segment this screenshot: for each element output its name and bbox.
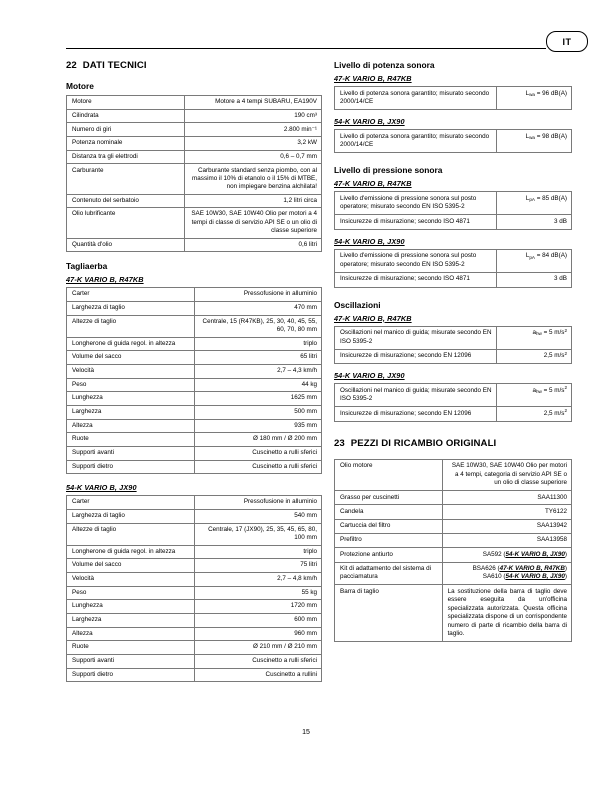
table-row (67, 654, 322, 668)
table-row (67, 137, 322, 151)
uncertainty-exponent: 2 (564, 408, 567, 414)
value: = 5 m/s (543, 329, 565, 337)
table-row (335, 87, 572, 110)
spec-value: triplo (194, 545, 322, 559)
table-row (335, 215, 572, 230)
kit-pacciamatura-value: BSA626 (47-K VARIO B, R47KB) SA610 (54-K VARIO B, JX90) (442, 562, 571, 585)
sound-pressure-47-value (497, 192, 572, 215)
table-row (67, 96, 322, 110)
value-exponent: 2 (564, 327, 567, 333)
symbol-subscript: hw (535, 389, 542, 395)
spec-value: 1625 mm (194, 392, 322, 406)
part-number-2: SA610 (482, 573, 502, 581)
part-value: SAA13942 (442, 519, 571, 533)
spec-value: triplo (194, 337, 322, 351)
symbol: L (525, 194, 530, 202)
spec-key: Olio lubrificante (67, 208, 185, 238)
vibration-47-uncertainty-value (497, 349, 572, 364)
table-row (335, 407, 572, 422)
sound-pressure-47-table (334, 191, 572, 230)
value: = 98 dB(A) (536, 132, 567, 140)
spec-value: 0,6 – 0,7 mm (185, 150, 322, 164)
table-row (67, 523, 322, 545)
table-row (335, 491, 572, 505)
model-heading-47k-mower: 47-K VARIO B, R47KB (66, 275, 144, 285)
spec-key: Volume del sacco (67, 559, 195, 573)
group-heading-motore: Motore (66, 81, 94, 91)
table-row (67, 545, 322, 559)
uncertainty-number: 2,5 m/s (543, 352, 565, 360)
header-divider (66, 48, 546, 49)
spec-key: Larghezza di taglio (67, 301, 195, 315)
part-value: SAE 10W30, SAE 10W40 Olio per motori a 4 tempi, categoria di servizio API SE o un olio di classe superiore (442, 459, 571, 490)
spec-key: Supporti dietro (67, 460, 195, 474)
model-heading-47k-oscillazioni: 47-K VARIO B, R47KB (334, 313, 412, 323)
table-row (67, 301, 322, 315)
spec-value: SAE 10W30, SAE 10W40 Olio per motori a 4 tempi di classe di servizio API SE o un olio di classe superiore (185, 208, 322, 238)
symbol: L (525, 89, 530, 97)
symbol-subscript: pA (529, 197, 535, 203)
table-row (335, 130, 572, 153)
spec-value: 55 kg (194, 586, 322, 600)
value: = 85 dB(A) (536, 194, 567, 202)
sound-power-54-description: Livello di potenza sonora garantito; misurato secondo 2000/14/CE (335, 130, 497, 153)
table-row (67, 364, 322, 378)
spare-parts-table (334, 459, 572, 642)
vibration-54-table (334, 383, 572, 422)
table-row (67, 315, 322, 337)
spec-value: Pressofusione in alluminio (194, 288, 322, 302)
group-heading-potenza-sonora: Livello di potenza sonora (334, 60, 435, 70)
sound-power-47-table (334, 86, 572, 110)
part-key: Prefiltro (335, 534, 443, 548)
part-model-2: 54-K VARIO B, JX90 (505, 573, 565, 581)
spec-value: Cuscinetto a rullini (194, 668, 322, 682)
spec-value: Pressofusione in alluminio (194, 496, 322, 510)
spec-value: 600 mm (194, 613, 322, 627)
table-row (67, 586, 322, 600)
table-row (67, 150, 322, 164)
table-row (335, 192, 572, 215)
section-heading-dati-tecnici (66, 60, 322, 71)
table-row (335, 519, 572, 533)
table-row (67, 433, 322, 447)
part-value: SAA11300 (442, 491, 571, 505)
spec-value: 2,7 – 4,8 km/h (194, 572, 322, 586)
mower-47-spec-body (67, 288, 322, 474)
spec-key: Ruote (67, 641, 195, 655)
table-row (67, 337, 322, 351)
part-value: SAA13958 (442, 534, 571, 548)
table-row (335, 562, 572, 585)
spec-value: 500 mm (194, 405, 322, 419)
model-heading-54k-oscillazioni: 54-K VARIO B, JX90 (334, 371, 405, 381)
sound-pressure-54-uncertainty-label: Insicurezze di misurazione; secondo ISO 4871 (335, 272, 497, 287)
spec-value: Ø 180 mm / Ø 200 mm (194, 433, 322, 447)
vibration-47-uncertainty-label: Insicurezze di misurazione; secondo EN 12096 (335, 349, 497, 364)
group-heading-oscillazioni: Oscillazioni (334, 299, 381, 310)
spec-value: 1,2 litri circa (185, 194, 322, 208)
vibration-47-value (497, 326, 572, 349)
symbol-subscript: wa (529, 91, 535, 97)
spec-key: Ruote (67, 433, 195, 447)
table-row (335, 459, 572, 490)
table-row (67, 496, 322, 510)
spec-key: Quantità d'olio (67, 238, 185, 252)
table-row (67, 378, 322, 392)
spec-key: Longherone di guida regol. in altezza (67, 337, 195, 351)
table-row (67, 446, 322, 460)
table-row (335, 384, 572, 407)
uncertainty-number: 2,5 m/s (543, 409, 565, 417)
mower-47-spec-table (66, 287, 322, 474)
vibration-54-value (497, 384, 572, 407)
model-heading-54k-mower: 54-K VARIO B, JX90 (66, 483, 137, 493)
value: = 96 dB(A) (536, 89, 567, 97)
sound-power-54-table (334, 129, 572, 153)
spec-value: 75 litri (194, 559, 322, 573)
table-row (67, 288, 322, 302)
spec-value: Centrale, 17 (JX90), 25, 35, 45, 65, 80, 100 mm (194, 523, 322, 545)
right-column (334, 60, 572, 642)
barra-di-taglio-key: Barra di taglio (335, 585, 443, 642)
sound-power-54-value (497, 130, 572, 153)
spec-key: Longherone di guida regol. in altezza (67, 545, 195, 559)
spec-key: Larghezza di taglio (67, 509, 195, 523)
sound-pressure-54-uncertainty-value: 3 dB (497, 272, 572, 287)
table-row (67, 164, 322, 194)
section-number: 22 (66, 60, 77, 71)
symbol: a (532, 329, 536, 337)
spec-key: Larghezza (67, 405, 195, 419)
part-number: SA592 (482, 550, 502, 558)
sound-pressure-47-description: Livello d'emissione di pressione sonora sul posto operatore; misurato secondo EN ISO 5395-2 (335, 192, 497, 215)
spec-value: 2.800 min⁻¹ (185, 123, 322, 137)
spec-key: Supporti avanti (67, 446, 195, 460)
spec-value: 3,2 kW (185, 137, 322, 151)
vibration-54-description: Oscillazioni nel manico di guida; misurate secondo EN ISO 5395-2 (335, 384, 497, 407)
table-row (67, 668, 322, 682)
symbol-subscript: wa (529, 135, 535, 141)
spec-value: Centrale, 15 (R47KB), 25, 30, 40, 45, 55, 60, 70, 80 mm (194, 315, 322, 337)
table-row (335, 249, 572, 272)
engine-spec-body (67, 96, 322, 252)
sound-pressure-54-table (334, 249, 572, 288)
sound-pressure-47-uncertainty-value: 3 dB (497, 215, 572, 230)
value: = 5 m/s (543, 386, 565, 394)
value: = 84 dB(A) (536, 252, 567, 260)
table-row (67, 641, 322, 655)
model-heading-47k-pressione: 47-K VARIO B, R47KB (334, 179, 412, 189)
symbol: L (525, 132, 530, 140)
mower-54-spec-table (66, 495, 322, 682)
spec-key: Altezza (67, 627, 195, 641)
table-row (67, 351, 322, 365)
spec-value: 190 cm³ (185, 109, 322, 123)
spec-key: Peso (67, 586, 195, 600)
table-row (67, 419, 322, 433)
section-title-text: PEZZI DI RICAMBIO ORIGINALI (350, 437, 497, 449)
spec-key: Supporti dietro (67, 668, 195, 682)
group-heading-tagliaerba: Tagliaerba (66, 261, 108, 272)
part-key: Grasso per cuscinetti (335, 491, 443, 505)
part-key: Cartuccia del filtro (335, 519, 443, 533)
spec-key: Carter (67, 496, 195, 510)
table-row (335, 326, 572, 349)
part-model: 54-K VARIO B, JX90 (505, 550, 565, 558)
left-column (66, 60, 322, 691)
spec-key: Supporti avanti (67, 654, 195, 668)
section-title-text: DATI TECNICI (82, 60, 147, 71)
spec-key: Potenza nominale (67, 137, 185, 151)
spec-key: Distanza tra gli elettrodi (67, 150, 185, 164)
model-heading-54k-pressione: 54-K VARIO B, JX90 (334, 236, 405, 246)
spec-key: Volume del sacco (67, 351, 195, 365)
mower-54-spec-body (67, 496, 322, 682)
sound-pressure-54-value (497, 249, 572, 272)
part-key: Candela (335, 505, 443, 519)
vibration-47-table (334, 326, 572, 365)
table-row (67, 208, 322, 238)
spec-value: Cuscinetto a rulli sferici (194, 654, 322, 668)
value-exponent: 2 (564, 385, 567, 391)
spec-key: Lunghezza (67, 392, 195, 406)
table-row (335, 505, 572, 519)
spec-key: Velocità (67, 364, 195, 378)
uncertainty-exponent: 2 (564, 350, 567, 356)
table-row (67, 405, 322, 419)
spare-parts-body (335, 459, 572, 641)
vibration-54-uncertainty-label: Insicurezze di misurazione; secondo EN 12096 (335, 407, 497, 422)
spec-key: Lunghezza (67, 600, 195, 614)
table-row (67, 613, 322, 627)
language-badge-label: IT (562, 36, 572, 47)
language-badge (546, 31, 588, 52)
spec-value: 1720 mm (194, 600, 322, 614)
protezione-antiurto-key: Protezione antiurto (335, 548, 443, 562)
symbol: a (532, 386, 536, 394)
kit-pacciamatura-key: Kit di adattamento del sistema di pacciamatura (335, 562, 443, 585)
spec-value: 935 mm (194, 419, 322, 433)
protezione-antiurto-value: SA592 (54-K VARIO B, JX90) (442, 548, 571, 562)
spec-key: Altezza (67, 419, 195, 433)
part-value: TY6122 (442, 505, 571, 519)
model-heading-54k-potenza: 54-K VARIO B, JX90 (334, 117, 405, 127)
spec-value: Ø 210 mm / Ø 210 mm (194, 641, 322, 655)
spec-key: Altezze di taglio (67, 315, 195, 337)
sound-pressure-54-description: Livello d'emissione di pressione sonora sul posto operatore; misurato secondo EN ISO 5395-2 (335, 249, 497, 272)
table-row (335, 272, 572, 287)
table-row (67, 109, 322, 123)
table-row (67, 194, 322, 208)
spec-key: Altezze di taglio (67, 523, 195, 545)
part-number-1: BSA626 (472, 564, 496, 572)
spec-value: Motore a 4 tempi SUBARU, EA190V (185, 96, 322, 110)
table-row (67, 123, 322, 137)
spec-key: Larghezza (67, 613, 195, 627)
spec-key: Motore (67, 96, 185, 110)
table-row (67, 460, 322, 474)
spec-key: Peso (67, 378, 195, 392)
table-row (67, 509, 322, 523)
sound-power-47-description: Livello di potenza sonora garantito; misurato secondo 2000/14/CE (335, 87, 497, 110)
sound-power-47-value (497, 87, 572, 110)
spec-value: 960 mm (194, 627, 322, 641)
engine-spec-table (66, 95, 322, 252)
table-row (335, 349, 572, 364)
symbol-subscript: hw (535, 331, 542, 337)
spec-value: Cuscinetto a rulli sferici (194, 446, 322, 460)
table-row (67, 572, 322, 586)
vibration-54-uncertainty-value (497, 407, 572, 422)
section-heading-pezzi-ricambio (334, 438, 572, 449)
spec-key: Carter (67, 288, 195, 302)
spec-value: 44 kg (194, 378, 322, 392)
table-row (67, 238, 322, 252)
spec-key: Numero di giri (67, 123, 185, 137)
spec-key: Carburante (67, 164, 185, 194)
spec-value: Cuscinetto a rulli sferici (194, 460, 322, 474)
spec-key: Velocità (67, 572, 195, 586)
section-number: 23 (334, 437, 345, 449)
sound-pressure-47-uncertainty-label: Insicurezze di misurazione; secondo ISO 4871 (335, 215, 497, 230)
spec-key: Contenuto del serbatoio (67, 194, 185, 208)
table-row (335, 548, 572, 562)
table-row (67, 627, 322, 641)
spec-value: 540 mm (194, 509, 322, 523)
spec-value: 65 litri (194, 351, 322, 365)
model-heading-47k-potenza: 47-K VARIO B, R47KB (334, 74, 412, 83)
part-key: Olio motore (335, 459, 443, 490)
spec-value: 2,7 – 4,3 km/h (194, 364, 322, 378)
spec-key: Cilindrata (67, 109, 185, 123)
symbol: L (525, 252, 530, 260)
table-row (67, 559, 322, 573)
spec-value: Carburante standard senza piombo, con al massimo il 10% di etanolo o il 15% di MTBE, non impiegare benzina alchilata! (185, 164, 322, 194)
part-model-1: 47-K VARIO B, R47KB (499, 564, 565, 572)
spec-value: 0,6 litri (185, 238, 322, 252)
table-row (335, 534, 572, 548)
page-number: 15 (302, 729, 310, 736)
table-row (335, 585, 572, 642)
table-row (67, 392, 322, 406)
group-heading-pressione-sonora: Livello di pressione sonora (334, 165, 443, 176)
table-row (67, 600, 322, 614)
vibration-47-description: Oscillazioni nel manico di guida; misurate secondo EN ISO 5395-2 (335, 326, 497, 349)
symbol-subscript: pA (529, 254, 535, 260)
spec-value: 470 mm (194, 301, 322, 315)
barra-di-taglio-value: La sostituzione della barra di taglio deve essere eseguita da un'officina specializzata autorizzata. Questa officina specializzata dispone di un corrispondente numero di parte di ricambio della barra di taglio. (442, 585, 571, 642)
